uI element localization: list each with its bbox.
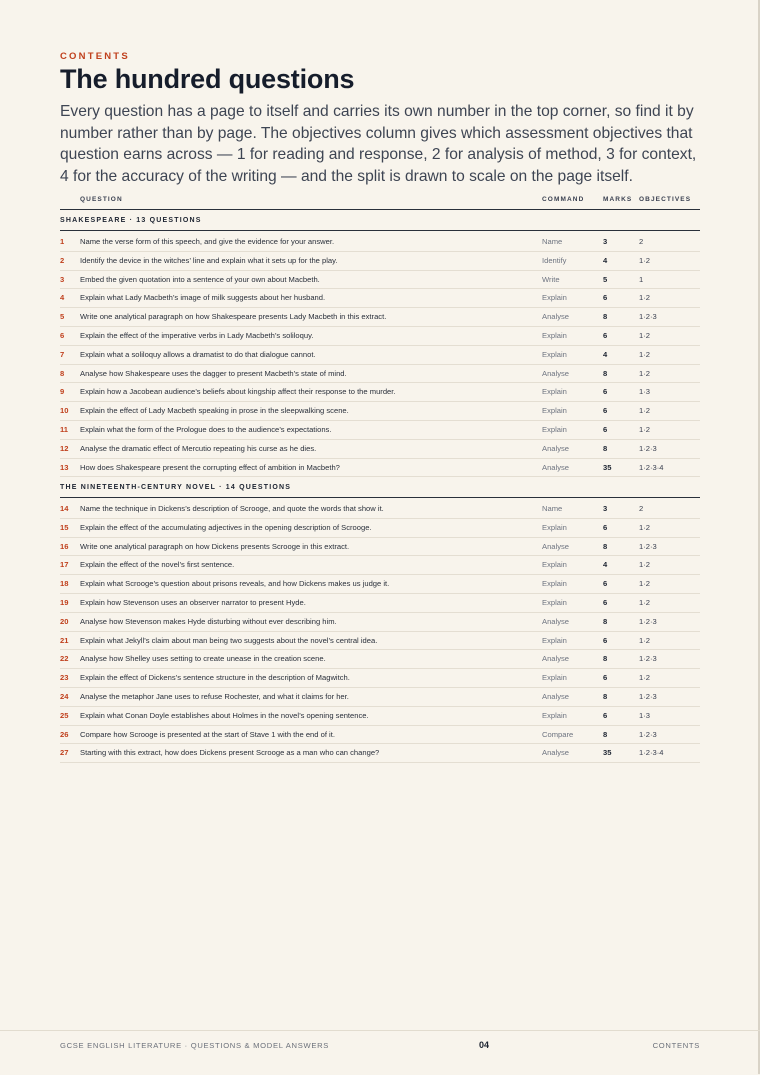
command-word: Explain: [542, 710, 567, 720]
objectives-value: 1·2: [639, 255, 650, 265]
objectives-value: 1·2: [639, 522, 650, 532]
objectives-value: 1·2: [639, 635, 650, 645]
objectives-value: 1·2·3: [639, 729, 657, 739]
column-header-question: QUESTION: [80, 196, 123, 203]
marks-value: 8: [603, 368, 608, 378]
marks-value: 8: [603, 729, 608, 739]
command-word: Explain: [542, 331, 567, 340]
objectives-value: 1·2·3: [639, 312, 657, 322]
question-row[interactable]: [60, 743, 700, 763]
section-header: [60, 216, 700, 231]
marks-value: 4: [603, 349, 608, 359]
marks-value: 6: [603, 425, 608, 434]
question-number: 12: [60, 443, 69, 453]
marks-value: 6: [603, 598, 608, 607]
question-row[interactable]: [60, 345, 700, 365]
column-header-command: COMMAND: [542, 196, 585, 203]
question-text: How does Shakespeare present the corrupting effect of ambition in Macbeth?: [80, 462, 340, 472]
command-word: Explain: [542, 673, 567, 683]
section-eyebrow: CONTENTS: [60, 51, 130, 62]
question-text: Identify the device in the witches’ line and explain what it sets up for the play.: [80, 255, 338, 265]
objectives-value: 1·3: [639, 387, 650, 397]
marks-value: 8: [603, 692, 608, 701]
objectives-value: 1·2·3: [639, 654, 657, 664]
command-word: Explain: [542, 425, 567, 434]
question-text: Analyse how Shelley uses setting to create unease in the creation scene.: [80, 654, 326, 664]
question-text: Analyse the dramatic effect of Mercutio repeating his curse as he dies.: [80, 443, 317, 453]
question-text: Explain what the form of the Prologue does to the audience’s expectations.: [80, 425, 332, 434]
section-header: [60, 483, 700, 498]
question-row[interactable]: [60, 364, 700, 384]
question-row[interactable]: [60, 668, 700, 688]
question-row[interactable]: [60, 420, 700, 440]
marks-value: 8: [603, 541, 608, 551]
question-text: Explain the effect of the imperative verbs in Lady Macbeth’s soliloquy.: [80, 331, 314, 340]
command-word: Compare: [542, 729, 574, 739]
question-text: Analyse how Stevenson makes Hyde disturbing without ever describing him.: [80, 616, 337, 626]
question-text: Explain the effect of the accumulating adjectives in the opening description of Scrooge.: [80, 522, 372, 532]
footer-book-title: GCSE ENGLISH LITERATURE · QUESTIONS & MODEL ANSWERS: [60, 1041, 330, 1050]
question-number: 21: [60, 635, 69, 645]
question-row[interactable]: [60, 270, 700, 290]
marks-value: 6: [603, 387, 608, 397]
objectives-value: 1·2·3: [639, 541, 657, 551]
objectives-value: 1·3: [639, 710, 650, 720]
command-word: Analyse: [542, 692, 570, 701]
marks-value: 35: [603, 462, 612, 472]
question-number: 27: [60, 748, 69, 758]
command-word: Analyse: [542, 368, 570, 378]
question-row[interactable]: [60, 499, 700, 519]
question-text: Starting with this extract, how does Dickens present Scrooge as a man who can change?: [80, 748, 380, 758]
question-number: 23: [60, 673, 69, 683]
question-row[interactable]: [60, 706, 700, 726]
marks-value: 6: [603, 522, 608, 532]
question-text: Analyse the metaphor Jane uses to refuse Rochester, and what it claims for her.: [80, 692, 349, 701]
question-number: 4: [60, 293, 65, 303]
marks-value: 6: [603, 673, 608, 683]
question-text: Embed the given quotation into a sentence of your own about Macbeth.: [80, 274, 320, 284]
question-number: 14: [60, 504, 69, 513]
question-row[interactable]: [60, 687, 700, 707]
marks-value: 6: [603, 331, 608, 340]
question-number: 6: [60, 331, 65, 340]
question-row[interactable]: [60, 631, 700, 651]
question-number: 18: [60, 579, 69, 589]
marks-value: 6: [603, 635, 608, 645]
question-number: 16: [60, 541, 69, 551]
command-word: Identify: [542, 255, 567, 265]
objectives-value: 1·2: [639, 331, 650, 340]
question-number: 10: [60, 406, 69, 416]
marks-value: 6: [603, 579, 608, 589]
footer-page-number: 04: [479, 1040, 490, 1050]
intro-paragraph: Every question has a page to itself and carries its own number in the top corner, so find it by number rather than by page. The objectives column gives which assessment objectives that question earns across — 1 for reading and response, 2 for analysis of method, 3 for context, 4 for the accuracy of the writing — and the split is drawn to scale on the page itself.: [60, 103, 697, 185]
command-word: Explain: [542, 635, 567, 645]
objectives-value: 1·2·3: [639, 616, 657, 626]
marks-value: 4: [603, 560, 608, 570]
command-word: Explain: [542, 522, 567, 532]
question-row[interactable]: [60, 326, 700, 346]
marks-value: 8: [603, 312, 608, 322]
column-header-marks: MARKS: [603, 196, 633, 203]
question-number: 24: [60, 692, 69, 701]
question-row[interactable]: [60, 518, 700, 538]
question-row[interactable]: [60, 649, 700, 669]
command-word: Explain: [542, 387, 567, 397]
objectives-value: 1·2·3·4: [639, 748, 664, 758]
question-text: Explain the effect of Lady Macbeth speaking in prose in the sleepwalking scene.: [80, 406, 349, 416]
page-title: The hundred questions: [60, 64, 355, 94]
question-text: Explain what Jekyll’s claim about man being two suggests about the novel’s central idea.: [80, 635, 378, 645]
question-row[interactable]: [60, 593, 700, 613]
objectives-value: 1·2: [639, 406, 650, 416]
question-number: 5: [60, 312, 65, 322]
question-row[interactable]: [60, 458, 700, 478]
command-word: Name: [542, 504, 563, 513]
command-word: Explain: [542, 560, 567, 570]
question-number: 11: [60, 425, 69, 434]
objectives-value: 1·2: [639, 293, 650, 303]
question-row[interactable]: [60, 439, 700, 459]
marks-value: 6: [603, 406, 608, 416]
question-row[interactable]: [60, 555, 700, 575]
footer-section-name: CONTENTS: [652, 1041, 700, 1050]
section-title: SHAKESPEARE · 13 QUESTIONS: [60, 217, 202, 224]
question-text: Analyse how Shakespeare uses the dagger to present Macbeth’s state of mind.: [80, 368, 347, 378]
command-word: Analyse: [542, 443, 570, 453]
question-number: 22: [60, 654, 69, 664]
question-number: 3: [60, 274, 65, 284]
section-title: THE NINETEENTH-CENTURY NOVEL · 14 QUESTIONS: [60, 484, 292, 491]
objectives-value: 1·2: [639, 349, 650, 359]
question-row[interactable]: [60, 725, 700, 745]
question-text: Explain what a soliloquy allows a dramatist to do that dialogue cannot.: [80, 349, 316, 359]
marks-value: 3: [603, 237, 608, 246]
question-text: Explain the effect of the novel’s first sentence.: [80, 560, 235, 570]
question-number: 19: [60, 598, 69, 607]
question-row[interactable]: [60, 612, 700, 632]
command-word: Analyse: [542, 748, 570, 758]
question-number: 20: [60, 616, 69, 626]
question-number: 13: [60, 462, 69, 472]
objectives-value: 1·2: [639, 598, 650, 607]
question-text: Explain what Conan Doyle establishes about Holmes in the novel’s opening sentence.: [80, 710, 369, 720]
column-header-objectives: OBJECTIVES: [639, 196, 692, 203]
command-word: Analyse: [542, 541, 570, 551]
objectives-value: 1·2: [639, 579, 650, 589]
question-row[interactable]: [60, 232, 700, 252]
command-word: Explain: [542, 406, 567, 416]
question-number: 15: [60, 522, 69, 532]
marks-value: 35: [603, 748, 612, 758]
question-row[interactable]: [60, 382, 700, 402]
command-word: Analyse: [542, 312, 570, 322]
objectives-value: 1·2·3: [639, 692, 657, 701]
command-word: Write: [542, 274, 560, 284]
column-header-row: [60, 196, 700, 210]
objectives-value: 1: [639, 274, 644, 284]
command-word: Analyse: [542, 654, 570, 664]
question-text: Explain how a Jacobean audience’s beliefs about kingship affect their response to the murder.: [80, 387, 396, 397]
question-row[interactable]: [60, 288, 700, 308]
marks-value: 3: [603, 504, 608, 513]
objectives-value: 1·2: [639, 368, 650, 378]
question-number: 17: [60, 560, 69, 570]
question-number: 8: [60, 368, 65, 378]
question-text: Write one analytical paragraph on how Shakespeare presents Lady Macbeth in this extract.: [80, 312, 387, 322]
question-number: 9: [60, 387, 65, 397]
objectives-value: 1·2·3: [639, 443, 657, 453]
question-number: 7: [60, 349, 65, 359]
question-number: 26: [60, 729, 69, 739]
command-word: Analyse: [542, 616, 570, 626]
command-word: Name: [542, 237, 563, 246]
marks-value: 5: [603, 274, 608, 284]
command-word: Explain: [542, 598, 567, 607]
objectives-value: 1·2: [639, 425, 650, 434]
objectives-value: 1·2: [639, 560, 650, 570]
marks-value: 8: [603, 654, 608, 664]
page-footer: [0, 1030, 760, 1075]
question-row[interactable]: [60, 307, 700, 327]
question-text: Explain what Scrooge’s question about prisons reveals, and how Dickens makes us judge it.: [80, 579, 390, 589]
question-text: Explain the effect of Dickens’s sentence structure in the description of Magwitch.: [80, 673, 350, 683]
marks-value: 4: [603, 255, 608, 265]
question-row[interactable]: [60, 537, 700, 557]
command-word: Explain: [542, 349, 567, 359]
command-word: Analyse: [542, 462, 570, 472]
objectives-value: 1·2: [639, 673, 650, 683]
marks-value: 8: [603, 443, 608, 453]
question-number: 25: [60, 710, 69, 720]
question-text: Explain what Lady Macbeth’s image of milk suggests about her husband.: [80, 293, 326, 303]
question-row[interactable]: [60, 574, 700, 594]
objectives-value: 2: [639, 237, 644, 246]
question-row[interactable]: [60, 401, 700, 421]
question-text: Name the verse form of this speech, and give the evidence for your answer.: [80, 237, 335, 246]
command-word: Explain: [542, 293, 567, 303]
marks-value: 8: [603, 616, 608, 626]
objectives-value: 1·2·3·4: [639, 462, 664, 472]
question-text: Explain how Stevenson uses an observer narrator to present Hyde.: [80, 598, 306, 607]
question-text: Compare how Scrooge is presented at the start of Stave 1 with the end of it.: [80, 729, 335, 739]
command-word: Explain: [542, 579, 567, 589]
question-text: Write one analytical paragraph on how Dickens presents Scrooge in this extract.: [80, 541, 350, 551]
marks-value: 6: [603, 293, 608, 303]
question-text: Name the technique in Dickens’s description of Scrooge, and quote the words that show it.: [80, 504, 384, 513]
marks-value: 6: [603, 710, 608, 720]
question-number: 2: [60, 255, 65, 265]
question-number: 1: [60, 237, 65, 246]
objectives-value: 2: [639, 504, 644, 513]
question-row[interactable]: [60, 251, 700, 271]
